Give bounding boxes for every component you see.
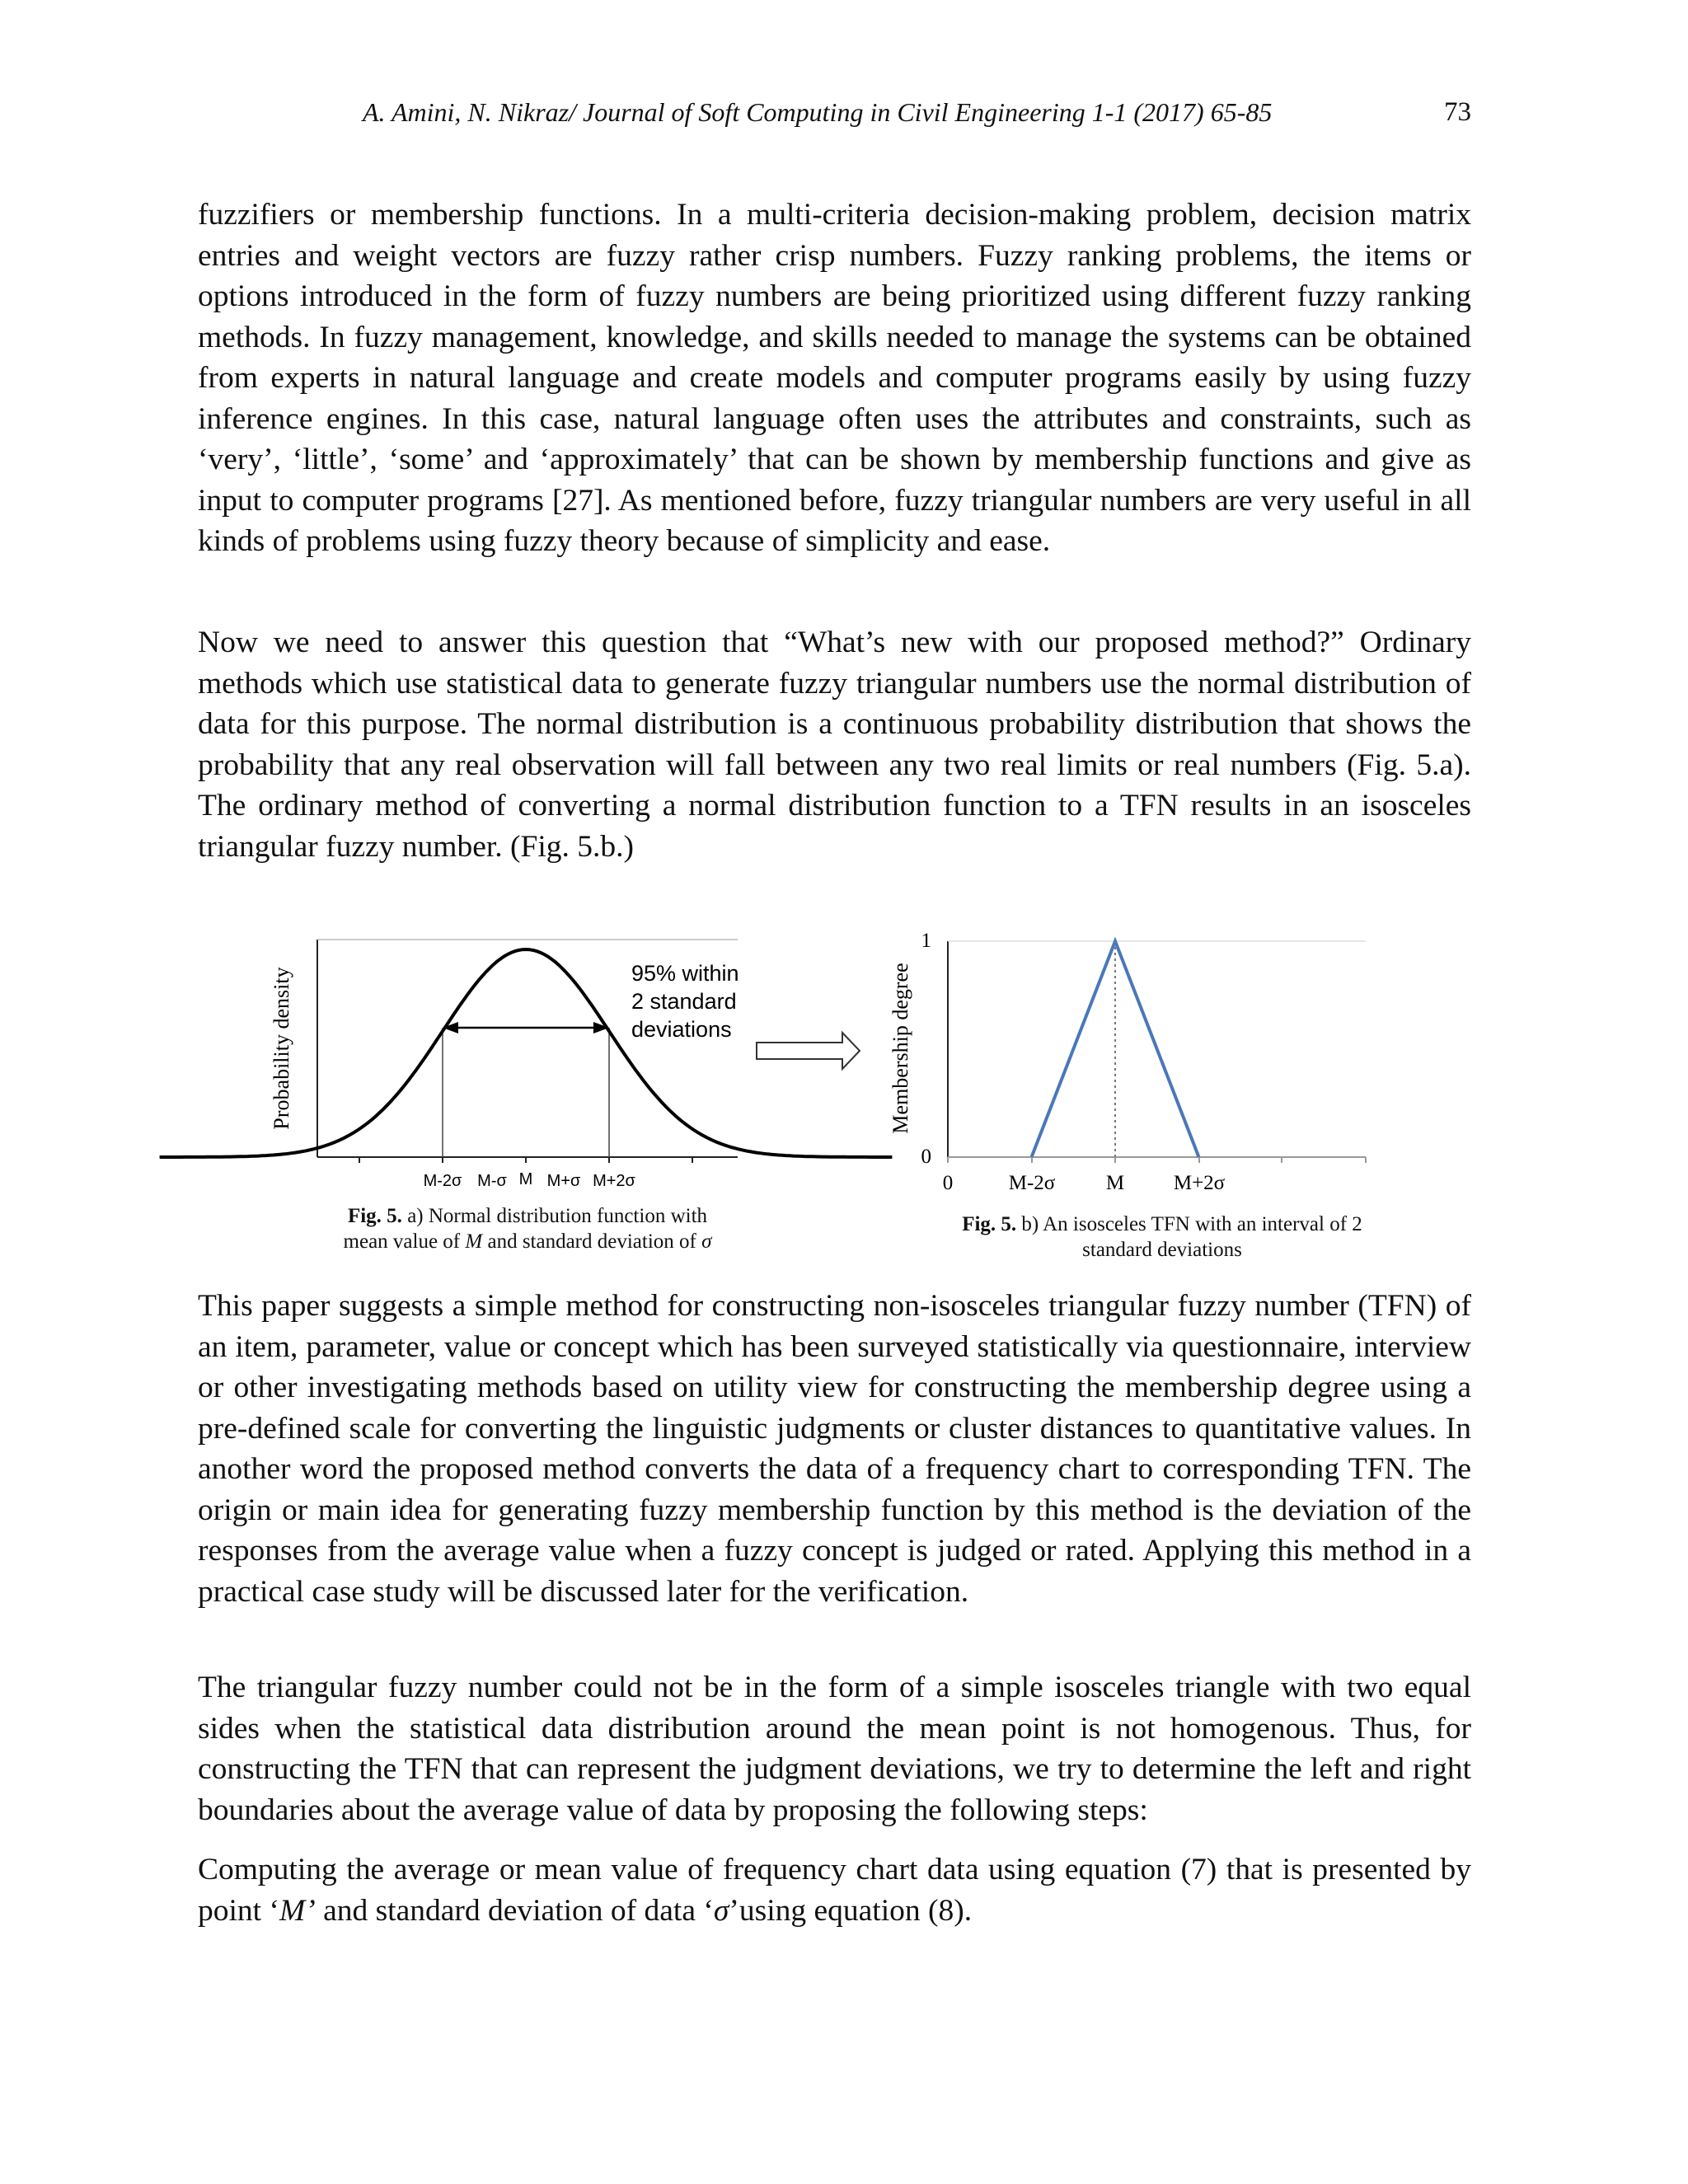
fig5b-tfn-triangle <box>1032 941 1199 1157</box>
fig5a-annotation-line1: 95% within <box>631 961 739 986</box>
fig5b-y-label: Membership degree <box>889 963 912 1134</box>
page-number: 73 <box>1444 97 1471 127</box>
fig5b-caption <box>915 1212 1409 1263</box>
fig5a-caption-label: Fig. 5. <box>347 1205 402 1227</box>
fig5a-y-label: Probability density <box>270 967 293 1130</box>
fig5b-caption-text2: standard deviations <box>1082 1239 1242 1261</box>
running-head: A. Amini, N. Nikraz/ Journal of Soft Computing in Civil Engineering 1-1 (2017) 65-85 <box>363 97 1273 127</box>
paragraph-5-symbol-m: M’ <box>279 1893 316 1928</box>
fig5b-x-tick-m: M <box>1105 1172 1125 1194</box>
paragraph-5-text-b: and standard deviation of data ‘ <box>315 1893 714 1928</box>
fig5a-caption-text2: mean value of <box>343 1230 466 1253</box>
fig5b-x-tick-m-2sigma: M-2σ <box>1008 1172 1056 1194</box>
fig5a-tick-label-m: M <box>518 1170 533 1188</box>
fig5b-x-tick-m+2sigma: M+2σ <box>1173 1172 1226 1194</box>
fig5a-annotation-line3: deviations <box>631 1017 732 1042</box>
paragraph-1: fuzzifiers or membership functions. In a multi-criteria decision-making problem, decision matrix entries and weight vectors are fuzzy rather crisp numbers. Fuzzy ranking problems, the items or options introduced in the form of fuzzy numbers are being prioritized using different fuzzy ranking methods. In fuzzy management, knowledge, and skills needed to manage the systems can be obtained from experts in natural language and create models and computer programs easily by using fuzzy inference engines. In this case, natural language often uses the attributes and constraints, such as ‘very’, ‘little’, ‘some’ and ‘approximately’ that can be shown by membership functions and give as input to computer programs [27]. As mentioned before, fuzzy triangular numbers are very useful in all kinds of problems using fuzzy theory because of simplicity and ease. <box>198 198 1471 558</box>
fig5a-annotation-line2: 2 standard <box>631 989 737 1014</box>
paragraph-5-text-c: ’using equation (8). <box>729 1893 973 1928</box>
fig5a-tick-label-m-sigma: M-σ <box>477 1172 507 1190</box>
paragraph-5-symbol-sigma: σ <box>713 1893 729 1928</box>
fig5a-tick-label-m-2sigma: M-2σ <box>423 1172 462 1190</box>
fig5b-tick-marks <box>948 1157 1366 1163</box>
fig5b-caption-text1: b) An isosceles TFN with an interval of 2 <box>1016 1213 1362 1235</box>
fig5b-y-tick-0: 0 <box>921 1146 931 1168</box>
fig5b-caption-label: Fig. 5. <box>962 1213 1017 1235</box>
fig5b-y-tick-1: 1 <box>921 930 931 952</box>
paragraph-2: Now we need to answer this question that “What’s new with our proposed method?” Ordinary methods which use statistical data to generate fuzzy triangular numbers use the normal distribution of data for this purpose. The normal distribution is a continuous probability distribution that shows the probability that any real observation will fall between any two real limits or real numbers (Fig. 5.a). The ordinary method of converting a normal distribution function to a TFN results in an isosceles triangular fuzzy number. (Fig. 5.b.) <box>198 626 1471 864</box>
fig5a-normal-distribution-chart <box>160 940 893 1190</box>
fig5b-x-tick-0: 0 <box>942 1172 954 1194</box>
fig5a-tick-label-m+sigma: M+σ <box>546 1172 581 1190</box>
fig5a-caption <box>297 1203 758 1254</box>
fig5a-caption-sigma: σ <box>701 1230 712 1253</box>
fig5a-caption-m: M <box>465 1230 483 1253</box>
paragraph-5-text-a: Computing the average or mean value of frequency chart data using equation (7) that is presented by point ‘ <box>198 1853 1471 1928</box>
fig5b-tfn-chart <box>889 930 1366 1194</box>
fig5a-tick-label-m+2sigma: M+2σ <box>593 1172 635 1190</box>
conversion-arrow-icon <box>757 1033 860 1069</box>
paragraph-4: The triangular fuzzy number could not be in the form of a simple isosceles triangle with two equal sides when the statistical data distribution around the mean point is not homogenous. Thus, for constructing the TFN that can represent the judgment deviations, we try to determine the left and right boundaries about the average value of data by proposing the following steps: <box>198 1671 1471 1827</box>
paragraph-5 <box>198 1849 1471 1931</box>
fig5a-caption-text1: a) Normal distribution function with <box>401 1205 708 1227</box>
paragraph-3: This paper suggests a simple method for constructing non-isosceles triangular fuzzy number (TFN) of an item, parameter, value or concept which has been surveyed statistically via questionnaire, interview or other investigating methods based on utility view for constructing the membership degree using a pre-defined scale for converting the linguistic judgments or cluster distances to quantitative values. In another word the proposed method converts the data of a frequency chart to corresponding TFN. The origin or main idea for generating fuzzy membership function by this method is the deviation of the responses from the average value when a fuzzy concept is judged or rated. Applying this method in a practical case study will be discussed later for the verification. <box>198 1289 1471 1609</box>
fig5a-caption-text3: and standard deviation of <box>482 1230 702 1253</box>
fig5a-tick-marks <box>359 1157 692 1163</box>
